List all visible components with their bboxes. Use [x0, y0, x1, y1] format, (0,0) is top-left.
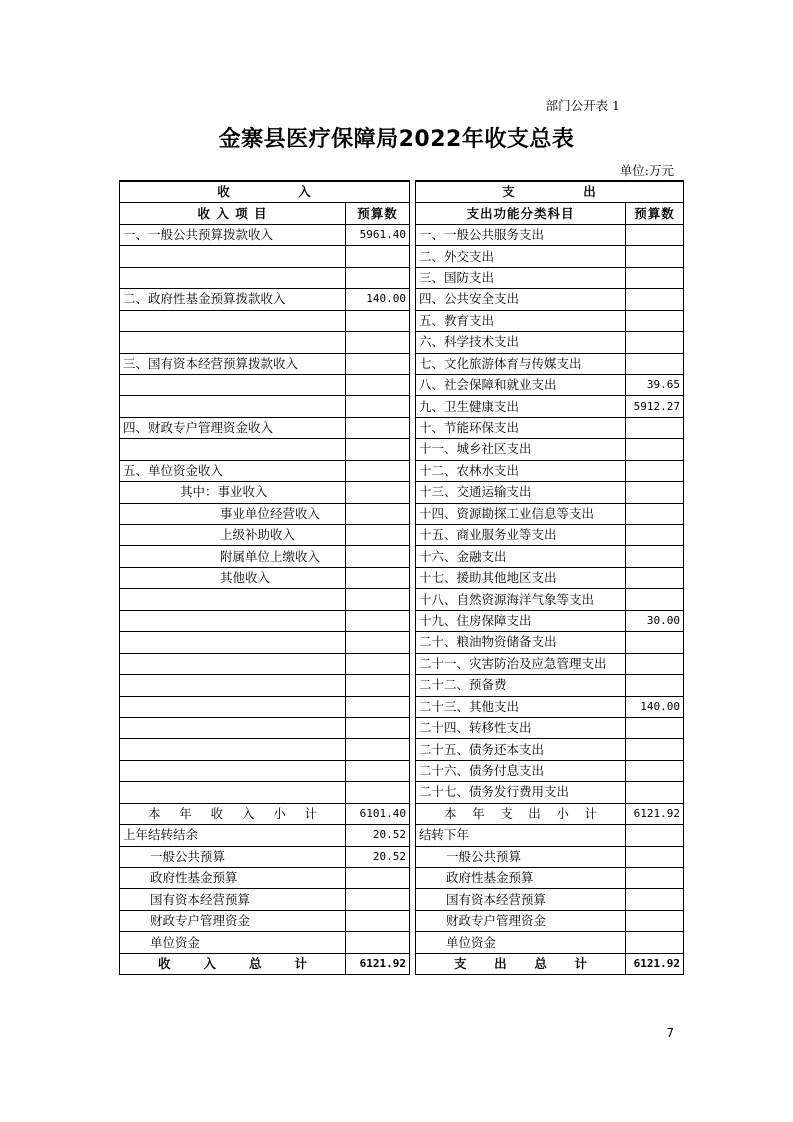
income-total-label: 收 入 总 计: [120, 953, 346, 974]
expense-item: 十二、农林水支出: [416, 460, 626, 481]
income-amount: [346, 782, 410, 803]
expense-amount: [626, 632, 684, 653]
expense-amount-header: 预算数: [626, 203, 684, 224]
income-amount: [346, 675, 410, 696]
income-item: [120, 374, 346, 395]
expense-item: 十七、援助其他地区支出: [416, 567, 626, 588]
income-amount: 140.00: [346, 289, 410, 310]
income-item: [120, 310, 346, 331]
income-item: [120, 696, 346, 717]
table-row: [120, 610, 684, 631]
income-item: 上级补助收入: [120, 525, 346, 546]
income-item: [120, 246, 346, 267]
table-row: [120, 653, 684, 674]
table-row: [120, 567, 684, 588]
table-row: [120, 546, 684, 567]
expense-item: 九、卫生健康支出: [416, 396, 626, 417]
income-item: [120, 396, 346, 417]
income-amount: [346, 374, 410, 395]
expense-item: 十五、商业服务业等支出: [416, 525, 626, 546]
income-amount: [346, 267, 410, 288]
expense-item: 二十六、债务付息支出: [416, 760, 626, 781]
expense-item: 二十五、债务还本支出: [416, 739, 626, 760]
carry-expense-item: 一般公共预算: [416, 846, 626, 867]
expense-amount: [626, 567, 684, 588]
carry-row: [120, 846, 684, 867]
carry-income-item: 上年结转结余: [120, 825, 346, 846]
table-label: 部门公开表 1: [545, 98, 620, 113]
table-row: [120, 760, 684, 781]
income-item: 事业单位经营收入: [120, 503, 346, 524]
carry-expense-item: 结转下年: [416, 825, 626, 846]
expense-item: 八、社会保障和就业支出: [416, 374, 626, 395]
income-amount: [346, 439, 410, 460]
carry-expense-amount: [626, 825, 684, 846]
expense-amount: [626, 653, 684, 674]
expense-item: 二十二、预备费: [416, 675, 626, 696]
income-item: 一、一般公共预算拨款收入: [120, 224, 346, 245]
expense-item: 二十、粮油物资储备支出: [416, 632, 626, 653]
header-row-sub: [120, 203, 684, 224]
carry-income-amount: [346, 910, 410, 931]
expense-item: 六、科学技术支出: [416, 332, 626, 353]
expense-amount: [626, 482, 684, 503]
income-amount: [346, 525, 410, 546]
expense-item: 七、文化旅游体育与传媒支出: [416, 353, 626, 374]
table-row: [120, 696, 684, 717]
page-title: 金寨县医疗保障局2022年收支总表: [218, 127, 575, 152]
income-amount: [346, 653, 410, 674]
carry-income-amount: [346, 868, 410, 889]
expense-amount: [626, 224, 684, 245]
table-row: [120, 332, 684, 353]
carry-expense-item: 财政专户管理资金: [416, 910, 626, 931]
income-header: 收 入: [120, 181, 410, 203]
expense-subtotal-label: 本 年 支 出 小 计: [416, 803, 626, 824]
expense-amount: [626, 782, 684, 803]
expense-amount: [626, 289, 684, 310]
carry-expense-item: 国有资本经营预算: [416, 889, 626, 910]
income-item: 三、国有资本经营预算拨款收入: [120, 353, 346, 374]
income-item: [120, 610, 346, 631]
expense-item: 二十三、其他支出: [416, 696, 626, 717]
carry-expense-amount: [626, 932, 684, 953]
expense-item: 十九、住房保障支出: [416, 610, 626, 631]
expense-amount: [626, 760, 684, 781]
expense-header: 支 出: [416, 181, 684, 203]
income-amount: [346, 717, 410, 738]
income-item: 二、政府性基金预算拨款收入: [120, 289, 346, 310]
table-row: [120, 246, 684, 267]
expense-item-header: 支出功能分类科目: [416, 203, 626, 224]
expense-item: 四、公共安全支出: [416, 289, 626, 310]
table-row: [120, 632, 684, 653]
carry-expense-amount: [626, 846, 684, 867]
carry-expense-amount: [626, 889, 684, 910]
expense-amount: [626, 310, 684, 331]
income-item: 四、财政专户管理资金收入: [120, 417, 346, 438]
expense-total-label: 支 出 总 计: [416, 953, 626, 974]
table-row: [120, 503, 684, 524]
income-item: [120, 675, 346, 696]
unit-label: 单位:万元: [619, 163, 674, 178]
income-amount: [346, 503, 410, 524]
expense-amount: [626, 589, 684, 610]
expense-amount: [626, 525, 684, 546]
income-amount: 5961.40: [346, 224, 410, 245]
income-subtotal-amount: 6101.40: [346, 803, 410, 824]
carry-expense-item: 单位资金: [416, 932, 626, 953]
table-row: [120, 460, 684, 481]
carry-expense-amount: [626, 910, 684, 931]
carry-row: [120, 868, 684, 889]
income-amount: [346, 546, 410, 567]
income-amount: [346, 589, 410, 610]
table-row: [120, 310, 684, 331]
table-row: [120, 417, 684, 438]
carry-income-item: 政府性基金预算: [120, 868, 346, 889]
table-row: [120, 525, 684, 546]
income-amount: [346, 610, 410, 631]
expense-amount: [626, 717, 684, 738]
table-row: [120, 439, 684, 460]
page-number: 7: [666, 1026, 674, 1040]
table-row: [120, 782, 684, 803]
table-row: [120, 739, 684, 760]
expense-item: 二十七、债务发行费用支出: [416, 782, 626, 803]
table-row: [120, 267, 684, 288]
expense-item: 十一、城乡社区支出: [416, 439, 626, 460]
expense-amount: [626, 503, 684, 524]
budget-table: [119, 180, 684, 975]
subtotal-row: [120, 803, 684, 824]
income-item: [120, 632, 346, 653]
expense-item: 二、外交支出: [416, 246, 626, 267]
income-item: [120, 589, 346, 610]
expense-item: 十四、资源勘探工业信息等支出: [416, 503, 626, 524]
income-item: [120, 332, 346, 353]
expense-item: 十、节能环保支出: [416, 417, 626, 438]
income-item-header: 收 入 项 目: [120, 203, 346, 224]
table-row: [120, 482, 684, 503]
income-item: 其他收入: [120, 567, 346, 588]
carry-expense-item: 政府性基金预算: [416, 868, 626, 889]
expense-amount: 39.65: [626, 374, 684, 395]
income-amount: [346, 396, 410, 417]
expense-item: 十三、交通运输支出: [416, 482, 626, 503]
expense-item: 五、教育支出: [416, 310, 626, 331]
table-row: [120, 396, 684, 417]
expense-item: 十八、自然资源海洋气象等支出: [416, 589, 626, 610]
expense-amount: [626, 417, 684, 438]
income-amount: [346, 353, 410, 374]
table-row: [120, 353, 684, 374]
expense-total-amount: 6121.92: [626, 953, 684, 974]
table-row: [120, 589, 684, 610]
carry-expense-amount: [626, 868, 684, 889]
expense-amount: [626, 546, 684, 567]
income-amount: [346, 739, 410, 760]
income-amount: [346, 632, 410, 653]
table-row: [120, 675, 684, 696]
table-row: [120, 374, 684, 395]
carry-income-amount: 20.52: [346, 825, 410, 846]
expense-amount: 30.00: [626, 610, 684, 631]
income-total-amount: 6121.92: [346, 953, 410, 974]
income-subtotal-label: 本 年 收 入 小 计: [120, 803, 346, 824]
expense-subtotal-amount: 6121.92: [626, 803, 684, 824]
expense-item: 二十一、灾害防治及应急管理支出: [416, 653, 626, 674]
expense-amount: [626, 675, 684, 696]
income-amount: [346, 567, 410, 588]
expense-amount: [626, 267, 684, 288]
income-item: [120, 267, 346, 288]
income-item: [120, 782, 346, 803]
table-row: [120, 717, 684, 738]
carry-income-amount: [346, 932, 410, 953]
income-item: [120, 760, 346, 781]
carry-income-item: 单位资金: [120, 932, 346, 953]
carry-row: [120, 889, 684, 910]
income-amount: [346, 417, 410, 438]
budget-table-body: [120, 181, 684, 975]
expense-item: 一、一般公共服务支出: [416, 224, 626, 245]
income-item: 五、单位资金收入: [120, 460, 346, 481]
carry-income-amount: 20.52: [346, 846, 410, 867]
income-item: 其中：事业收入: [120, 482, 346, 503]
expense-amount: [626, 353, 684, 374]
income-item: [120, 717, 346, 738]
income-amount: [346, 310, 410, 331]
carry-income-item: 国有资本经营预算: [120, 889, 346, 910]
carry-row: [120, 910, 684, 931]
table-row: [120, 289, 684, 310]
income-amount: [346, 246, 410, 267]
carry-row: [120, 932, 684, 953]
expense-item: 三、国防支出: [416, 267, 626, 288]
income-amount: [346, 760, 410, 781]
carry-income-amount: [346, 889, 410, 910]
expense-amount: 5912.27: [626, 396, 684, 417]
income-item: [120, 653, 346, 674]
expense-item: 二十四、转移性支出: [416, 717, 626, 738]
income-amount: [346, 696, 410, 717]
income-amount: [346, 482, 410, 503]
income-item: 附属单位上缴收入: [120, 546, 346, 567]
expense-amount: [626, 332, 684, 353]
income-amount: [346, 460, 410, 481]
income-amount-header: 预算数: [346, 203, 410, 224]
total-row: [120, 953, 684, 974]
table-row: [120, 224, 684, 245]
expense-amount: 140.00: [626, 696, 684, 717]
income-item: [120, 739, 346, 760]
expense-amount: [626, 460, 684, 481]
expense-amount: [626, 439, 684, 460]
carry-income-item: 财政专户管理资金: [120, 910, 346, 931]
carry-income-item: 一般公共预算: [120, 846, 346, 867]
income-amount: [346, 332, 410, 353]
header-row-top: [120, 181, 684, 203]
income-item: [120, 439, 346, 460]
carry-row: [120, 825, 684, 846]
expense-amount: [626, 739, 684, 760]
expense-item: 十六、金融支出: [416, 546, 626, 567]
expense-amount: [626, 246, 684, 267]
